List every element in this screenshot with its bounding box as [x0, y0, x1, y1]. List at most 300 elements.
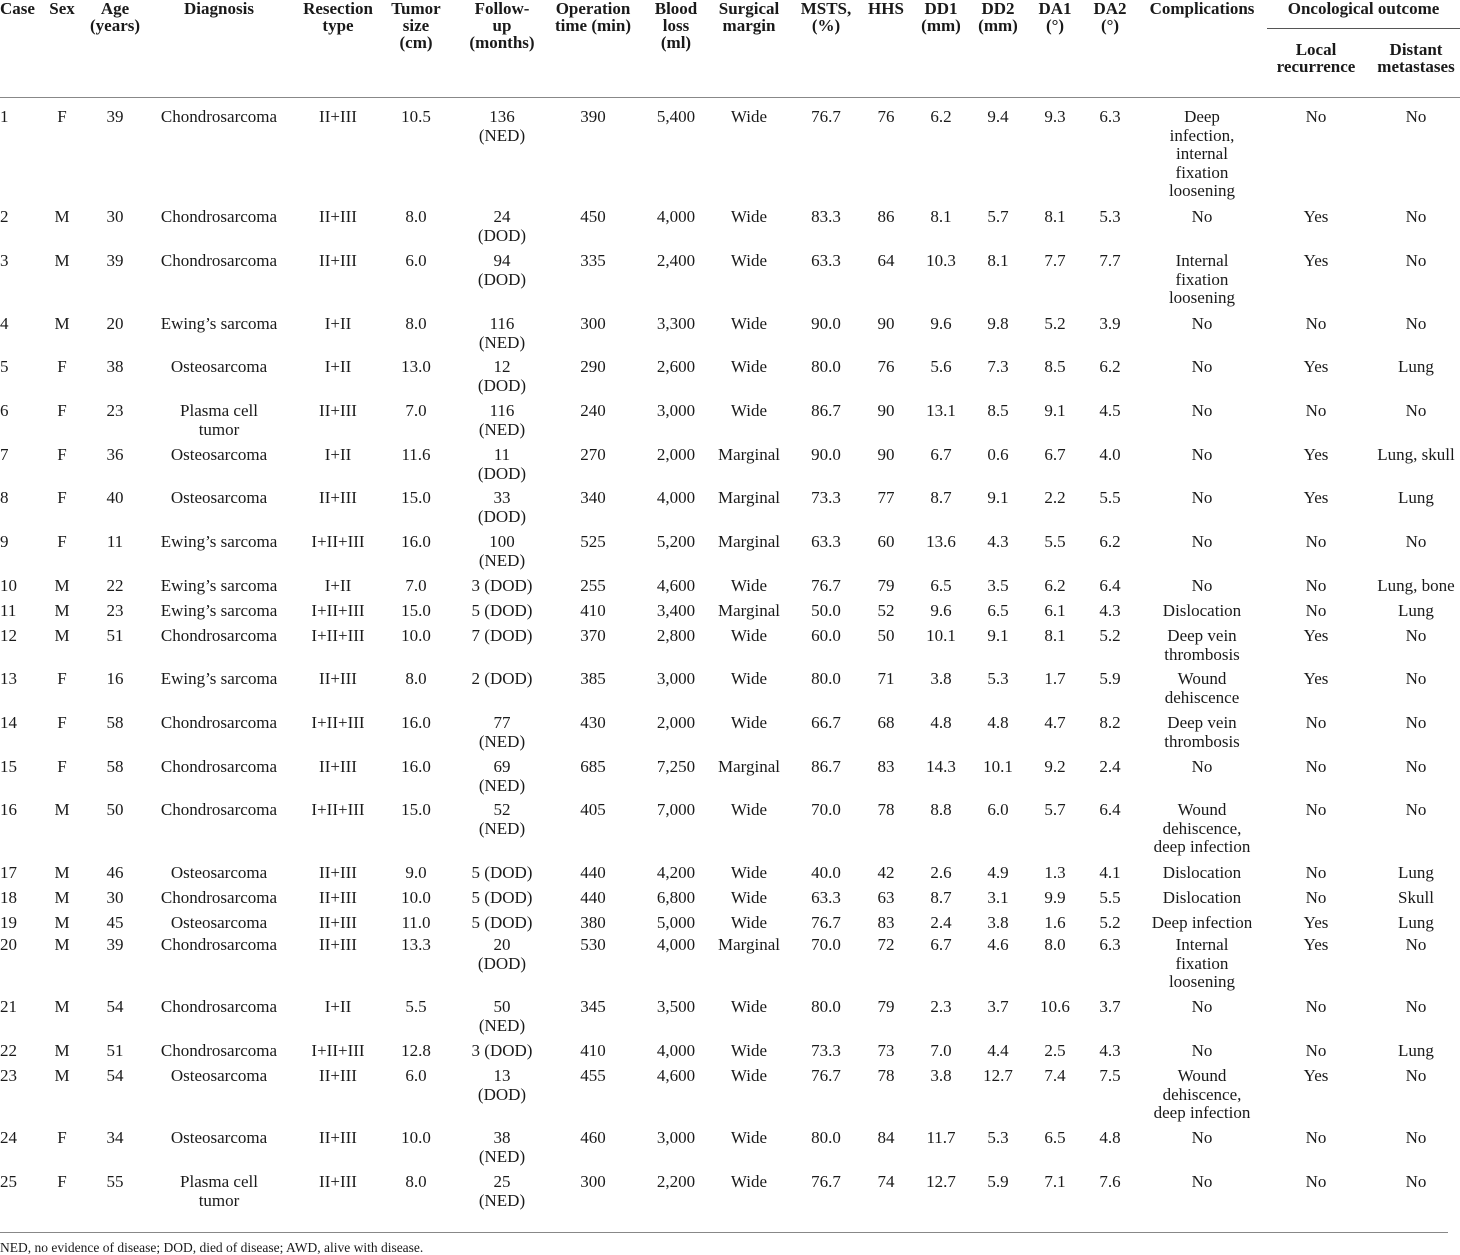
cell-dd2: 7.3 — [987, 357, 1009, 376]
cell-da2: 2.4 — [1099, 757, 1121, 776]
cell-msts: 73.3 — [811, 488, 841, 507]
cell-blood: 7,000 — [656, 800, 696, 819]
cell-resection: II+III — [319, 1172, 357, 1191]
cell-blood: 5,000 — [656, 913, 696, 932]
cell-line: No — [1191, 576, 1213, 595]
cell-dd2: 4.3 — [987, 532, 1009, 551]
cell-da1: 9.3 — [1044, 107, 1066, 126]
cell-da1: 1.7 — [1044, 669, 1066, 688]
cell-local: Yes — [1303, 445, 1329, 464]
cell-margin: Marginal — [717, 601, 780, 620]
header-line: HHS — [868, 0, 904, 18]
cell-line: fixation — [1175, 269, 1229, 289]
cell-da1: 9.1 — [1044, 401, 1066, 420]
cell-msts: 76.7 — [811, 1172, 841, 1191]
cell-margin: Wide — [730, 669, 768, 688]
cell-da2: 6.3 — [1099, 935, 1121, 954]
cell-blood: 3,000 — [656, 669, 696, 688]
cell-hhs: 78 — [877, 1066, 895, 1085]
cell-resection: II+III — [319, 913, 357, 932]
cell-line: Wound — [1177, 669, 1227, 688]
cell-age: 50 — [106, 800, 124, 819]
cell-distant: No — [1405, 626, 1427, 645]
cell-line: Chondrosarcoma — [160, 800, 278, 819]
cell-case: 6 — [0, 401, 9, 420]
cell-margin: Wide — [730, 1041, 768, 1060]
cell-local: Yes — [1303, 488, 1329, 507]
cell-resection: I+II — [324, 576, 352, 595]
cell-msts: 50.0 — [811, 601, 841, 620]
cell-case: 11 — [0, 601, 17, 620]
cell-margin: Marginal — [717, 757, 780, 776]
cell-sex: F — [57, 532, 67, 551]
cell-da2: 6.2 — [1099, 357, 1121, 376]
cell-hhs: 76 — [877, 357, 895, 376]
cell-margin: Wide — [730, 863, 768, 882]
cell-case: 9 — [0, 532, 9, 551]
cell-line: Deep infection — [1151, 913, 1253, 932]
cell-margin: Wide — [730, 997, 768, 1016]
cell-optime: 370 — [580, 626, 606, 645]
cell-local: No — [1305, 576, 1327, 595]
header-line: (mm) — [978, 16, 1018, 35]
cell-line: 3 (DOD) — [471, 576, 533, 595]
cell-dd1: 8.8 — [930, 800, 952, 819]
cell-da2: 6.3 — [1099, 107, 1121, 126]
cell-tumor: 12.8 — [401, 1041, 431, 1060]
cell-tumor: 6.0 — [405, 251, 427, 270]
cell-local: No — [1305, 863, 1327, 882]
cell-tumor: 10.0 — [401, 888, 431, 907]
cell-da1: 8.1 — [1044, 626, 1066, 645]
cell-dd1: 13.1 — [926, 401, 956, 420]
header-line: Follow- — [474, 0, 530, 18]
cell-margin: Wide — [730, 888, 768, 907]
cell-da2: 5.5 — [1099, 888, 1121, 907]
cell-optime: 440 — [580, 863, 606, 882]
cell-sex: M — [54, 913, 70, 932]
cell-margin: Wide — [730, 713, 768, 732]
footer-divider — [0, 1232, 1448, 1233]
cell-case: 15 — [0, 757, 17, 776]
cell-tumor: 8.0 — [405, 314, 427, 333]
cell-line: (NED) — [478, 419, 526, 439]
cell-da1: 7.1 — [1044, 1172, 1066, 1191]
cell-line: (DOD) — [477, 269, 527, 289]
cell-msts: 83.3 — [811, 207, 841, 226]
cell-dd1: 6.2 — [930, 107, 952, 126]
cell-line: No — [1191, 757, 1213, 776]
cell-age: 36 — [106, 445, 124, 464]
cell-line: Ewing’s sarcoma — [160, 669, 278, 688]
cell-line: tumor — [198, 419, 240, 439]
cell-dd1: 8.7 — [930, 888, 952, 907]
cell-hhs: 60 — [877, 532, 895, 551]
cell-line: Deep — [1184, 107, 1220, 126]
cell-case: 3 — [0, 251, 9, 270]
cell-age: 39 — [106, 935, 124, 954]
cell-msts: 80.0 — [811, 669, 841, 688]
cell-distant: No — [1405, 757, 1427, 776]
cell-blood: 7,250 — [656, 757, 696, 776]
cell-age: 11 — [106, 532, 124, 551]
cell-line: 33 — [493, 488, 511, 507]
cell-sex: M — [54, 863, 70, 882]
cell-line: Chondrosarcoma — [160, 1041, 278, 1060]
cell-hhs: 52 — [877, 601, 895, 620]
cell-age: 51 — [106, 1041, 124, 1060]
cell-optime: 335 — [580, 251, 606, 270]
cell-distant: Lung, bone — [1377, 576, 1455, 595]
cell-tumor: 15.0 — [401, 800, 431, 819]
cell-line: Dislocation — [1162, 601, 1242, 620]
cell-margin: Wide — [730, 357, 768, 376]
cell-line: 5 (DOD) — [471, 863, 533, 882]
cell-optime: 530 — [580, 935, 606, 954]
cell-msts: 76.7 — [811, 107, 841, 126]
cell-line: Osteosarcoma — [170, 488, 268, 507]
cell-case: 4 — [0, 314, 9, 333]
cell-dd2: 6.0 — [987, 800, 1009, 819]
cell-hhs: 78 — [877, 800, 895, 819]
cell-case: 22 — [0, 1041, 17, 1060]
cell-resection: I+II+III — [311, 626, 365, 645]
header-line: (months) — [469, 33, 535, 52]
cell-distant: Lung — [1398, 601, 1434, 620]
cell-distant: Lung — [1398, 913, 1434, 932]
cell-da2: 5.2 — [1099, 626, 1121, 645]
cell-dd1: 5.6 — [930, 357, 952, 376]
cell-case: 20 — [0, 935, 17, 954]
cell-resection: I+II — [324, 997, 352, 1016]
cell-hhs: 84 — [877, 1128, 895, 1147]
cell-age: 58 — [106, 757, 124, 776]
cell-local: No — [1305, 314, 1327, 333]
cell-resection: II+III — [319, 207, 357, 226]
cell-hhs: 86 — [877, 207, 895, 226]
cell-line: No — [1191, 1041, 1213, 1060]
cell-blood: 3,300 — [656, 314, 696, 333]
header-line: DA1 — [1038, 0, 1072, 18]
cell-line: 136 — [489, 107, 515, 126]
cell-dd1: 3.8 — [930, 669, 952, 688]
cell-hhs: 77 — [877, 488, 895, 507]
cell-distant: No — [1405, 207, 1427, 226]
cell-line: Ewing’s sarcoma — [160, 532, 278, 551]
cell-line: Chondrosarcoma — [160, 207, 278, 226]
header-line: type — [322, 16, 354, 35]
cell-blood: 3,500 — [656, 997, 696, 1016]
cell-age: 38 — [106, 357, 124, 376]
cell-da2: 5.2 — [1099, 913, 1121, 932]
cell-line: 5 (DOD) — [471, 601, 533, 620]
cell-age: 40 — [106, 488, 124, 507]
cell-resection: I+II+III — [311, 800, 365, 819]
cell-line: loosening — [1168, 181, 1236, 200]
cell-blood: 4,000 — [656, 935, 696, 954]
header-local — [1268, 41, 1364, 75]
cell-dd1: 13.6 — [926, 532, 956, 551]
cell-line: No — [1191, 532, 1213, 551]
cell-msts: 80.0 — [811, 1128, 841, 1147]
cell-sex: M — [54, 935, 70, 954]
cell-dd1: 8.7 — [930, 488, 952, 507]
cell-msts: 70.0 — [811, 800, 841, 819]
cell-optime: 385 — [580, 669, 606, 688]
cell-sex: M — [54, 800, 70, 819]
cell-line: Ewing’s sarcoma — [160, 576, 278, 595]
cell-tumor: 16.0 — [401, 757, 431, 776]
cell-blood: 3,000 — [656, 401, 696, 420]
cell-margin: Wide — [730, 626, 768, 645]
cell-sex: M — [54, 251, 70, 270]
cell-da1: 9.9 — [1044, 888, 1066, 907]
oncological-outcome-header: Oncological outcome — [1287, 0, 1440, 18]
cell-blood: 3,400 — [656, 601, 696, 620]
cell-hhs: 90 — [877, 401, 895, 420]
header-age — [85, 0, 145, 34]
cell-resection: II+III — [319, 935, 357, 954]
cell-hhs: 68 — [877, 713, 895, 732]
cell-dd1: 6.5 — [930, 576, 952, 595]
cell-line: 100 — [489, 532, 515, 551]
header-line: Tumor — [391, 0, 441, 18]
cell-dd1: 2.3 — [930, 997, 952, 1016]
cell-da1: 10.6 — [1040, 997, 1070, 1016]
header-line: Resection — [303, 0, 373, 18]
header-line: time (min) — [554, 16, 631, 35]
cell-line: Chondrosarcoma — [160, 713, 278, 732]
cell-dd1: 9.6 — [930, 601, 952, 620]
cell-sex: M — [54, 601, 70, 620]
cell-age: 39 — [106, 107, 124, 126]
cell-line: No — [1191, 401, 1213, 420]
cell-tumor: 11.6 — [401, 445, 431, 464]
cell-dd1: 12.7 — [926, 1172, 956, 1191]
cell-local: Yes — [1303, 207, 1329, 226]
cell-case: 18 — [0, 888, 17, 907]
header-dd1 — [914, 0, 968, 34]
header-line: Operation — [555, 0, 631, 18]
cell-age: 46 — [106, 863, 124, 882]
cell-optime: 410 — [580, 1041, 606, 1060]
cell-dd1: 6.7 — [930, 935, 952, 954]
cell-dd1: 2.6 — [930, 863, 952, 882]
cell-line: 116 — [489, 401, 515, 420]
cell-hhs: 50 — [877, 626, 895, 645]
cell-hhs: 90 — [877, 445, 895, 464]
cell-resection: I+II+III — [311, 713, 365, 732]
cell-line: deep infection — [1153, 1103, 1251, 1122]
header-da2 — [1085, 0, 1135, 34]
cell-age: 23 — [106, 401, 124, 420]
cell-msts: 76.7 — [811, 1066, 841, 1085]
header-blood — [643, 0, 709, 51]
cell-line: 38 — [493, 1128, 511, 1147]
cell-line: Ewing’s sarcoma — [160, 314, 278, 333]
cell-optime: 340 — [580, 488, 606, 507]
cell-dd2: 5.9 — [987, 1172, 1009, 1191]
cell-local: No — [1305, 800, 1327, 819]
cell-case: 7 — [0, 445, 9, 464]
cell-case: 2 — [0, 207, 9, 226]
header-optime — [545, 0, 641, 34]
cell-line: dehiscence — [1164, 687, 1240, 707]
cell-line: Osteosarcoma — [170, 863, 268, 882]
cell-resection: II+III — [319, 1128, 357, 1147]
cell-dd2: 4.4 — [987, 1041, 1009, 1060]
cell-margin: Wide — [730, 1066, 768, 1085]
cell-local: No — [1305, 532, 1327, 551]
cell-line: 50 — [493, 997, 511, 1016]
cell-resection: I+II+III — [311, 1041, 365, 1060]
cell-blood: 4,600 — [656, 1066, 696, 1085]
cell-line: (NED) — [478, 818, 526, 838]
cell-distant: Lung — [1398, 1041, 1434, 1060]
cell-sex: M — [54, 314, 70, 333]
cell-blood: 2,400 — [656, 251, 696, 270]
cell-tumor: 10.0 — [401, 1128, 431, 1147]
cell-margin: Wide — [730, 576, 768, 595]
cell-line: Internal — [1175, 935, 1229, 954]
cell-blood: 2,200 — [656, 1172, 696, 1191]
cell-da2: 5.5 — [1099, 488, 1121, 507]
cell-line: 2 (DOD) — [471, 669, 533, 688]
cell-line: (NED) — [478, 1146, 526, 1166]
cell-line: No — [1191, 997, 1213, 1016]
cell-tumor: 13.0 — [401, 357, 431, 376]
cell-tumor: 10.0 — [401, 626, 431, 645]
cell-line: dehiscence, — [1162, 818, 1242, 838]
cell-line: fixation — [1175, 953, 1229, 973]
cell-da1: 6.5 — [1044, 1128, 1066, 1147]
cell-age: 58 — [106, 713, 124, 732]
cell-line: No — [1191, 357, 1213, 376]
cell-margin: Wide — [730, 1128, 768, 1147]
header-line: (ml) — [660, 33, 692, 52]
cell-da2: 5.9 — [1099, 669, 1121, 688]
cell-dd1: 7.0 — [930, 1041, 952, 1060]
cell-margin: Wide — [730, 107, 768, 126]
cell-tumor: 9.0 — [405, 863, 427, 882]
cell-local: Yes — [1303, 1066, 1329, 1085]
cell-age: 54 — [106, 997, 124, 1016]
cell-line: 77 — [493, 713, 511, 732]
cell-dd1: 3.8 — [930, 1066, 952, 1085]
cell-line: deep infection — [1153, 837, 1251, 856]
cell-hhs: 90 — [877, 314, 895, 333]
cell-msts: 66.7 — [811, 713, 841, 732]
cell-line: 20 — [493, 935, 511, 954]
cell-blood: 4,000 — [656, 1041, 696, 1060]
cell-msts: 90.0 — [811, 445, 841, 464]
header-line: Blood — [654, 0, 698, 18]
cell-da2: 4.3 — [1099, 1041, 1121, 1060]
cell-line: Deep vein — [1167, 713, 1237, 732]
cell-line: thrombosis — [1164, 731, 1240, 751]
cell-distant: Lung — [1398, 357, 1434, 376]
cell-dd1: 8.1 — [930, 207, 952, 226]
cell-sex: M — [54, 888, 70, 907]
header-line: Diagnosis — [184, 0, 254, 18]
cell-dd2: 8.1 — [987, 251, 1009, 270]
cell-hhs: 71 — [877, 669, 895, 688]
group-header-rule — [1267, 28, 1460, 29]
cell-sex: F — [57, 401, 67, 420]
cell-case: 25 — [0, 1172, 17, 1191]
cell-line: Chondrosarcoma — [160, 107, 278, 126]
cell-line: Osteosarcoma — [170, 357, 268, 376]
cell-sex: F — [57, 713, 67, 732]
cell-line: 5 (DOD) — [471, 888, 533, 907]
cell-margin: Wide — [730, 800, 768, 819]
cell-margin: Marginal — [717, 488, 780, 507]
cell-case: 16 — [0, 800, 17, 819]
cell-tumor: 8.0 — [405, 669, 427, 688]
cell-line: 24 — [493, 207, 511, 226]
cell-distant: No — [1405, 1172, 1427, 1191]
cell-da2: 4.5 — [1099, 401, 1121, 420]
cell-margin: Marginal — [717, 935, 780, 954]
cell-line: Chondrosarcoma — [160, 997, 278, 1016]
cell-age: 39 — [106, 251, 124, 270]
header-line: Surgical — [718, 0, 780, 18]
cell-line: loosening — [1168, 972, 1236, 991]
cell-hhs: 63 — [877, 888, 895, 907]
cell-da1: 8.5 — [1044, 357, 1066, 376]
cell-sex: F — [57, 107, 67, 126]
cell-line: (NED) — [478, 1190, 526, 1210]
cell-msts: 70.0 — [811, 935, 841, 954]
cell-hhs: 79 — [877, 997, 895, 1016]
cell-dd2: 3.7 — [987, 997, 1009, 1016]
cell-tumor: 16.0 — [401, 713, 431, 732]
cell-line: Chondrosarcoma — [160, 626, 278, 645]
cell-resection: I+II — [324, 445, 352, 464]
cell-line: Plasma cell — [180, 1172, 258, 1191]
cell-line: Wound — [1177, 1066, 1227, 1085]
cell-da1: 5.7 — [1044, 800, 1066, 819]
cell-age: 30 — [106, 888, 124, 907]
cell-hhs: 83 — [877, 757, 895, 776]
cell-optime: 450 — [580, 207, 606, 226]
cell-line: tumor — [198, 1190, 240, 1210]
cell-local: Yes — [1303, 913, 1329, 932]
cell-margin: Wide — [730, 1172, 768, 1191]
cell-case: 17 — [0, 863, 17, 882]
cell-age: 22 — [106, 576, 124, 595]
cell-line: Osteosarcoma — [170, 1066, 268, 1085]
header-comp — [1138, 0, 1266, 17]
cell-line: 5 (DOD) — [471, 913, 533, 932]
cell-local: Yes — [1303, 626, 1329, 645]
cell-local: No — [1305, 1128, 1327, 1147]
cell-da2: 4.8 — [1099, 1128, 1121, 1147]
cell-da1: 8.1 — [1044, 207, 1066, 226]
cell-line: Dislocation — [1162, 888, 1242, 907]
cell-dd2: 5.3 — [987, 1128, 1009, 1147]
cell-da1: 9.2 — [1044, 757, 1066, 776]
cell-msts: 80.0 — [811, 997, 841, 1016]
cell-dd2: 12.7 — [983, 1066, 1013, 1085]
cell-tumor: 5.5 — [405, 997, 427, 1016]
cell-distant: No — [1405, 669, 1427, 688]
cell-line: (DOD) — [477, 506, 527, 526]
cell-da1: 2.2 — [1044, 488, 1066, 507]
cell-msts: 60.0 — [811, 626, 841, 645]
cell-line: 13 — [493, 1066, 511, 1085]
cell-da1: 8.0 — [1044, 935, 1066, 954]
